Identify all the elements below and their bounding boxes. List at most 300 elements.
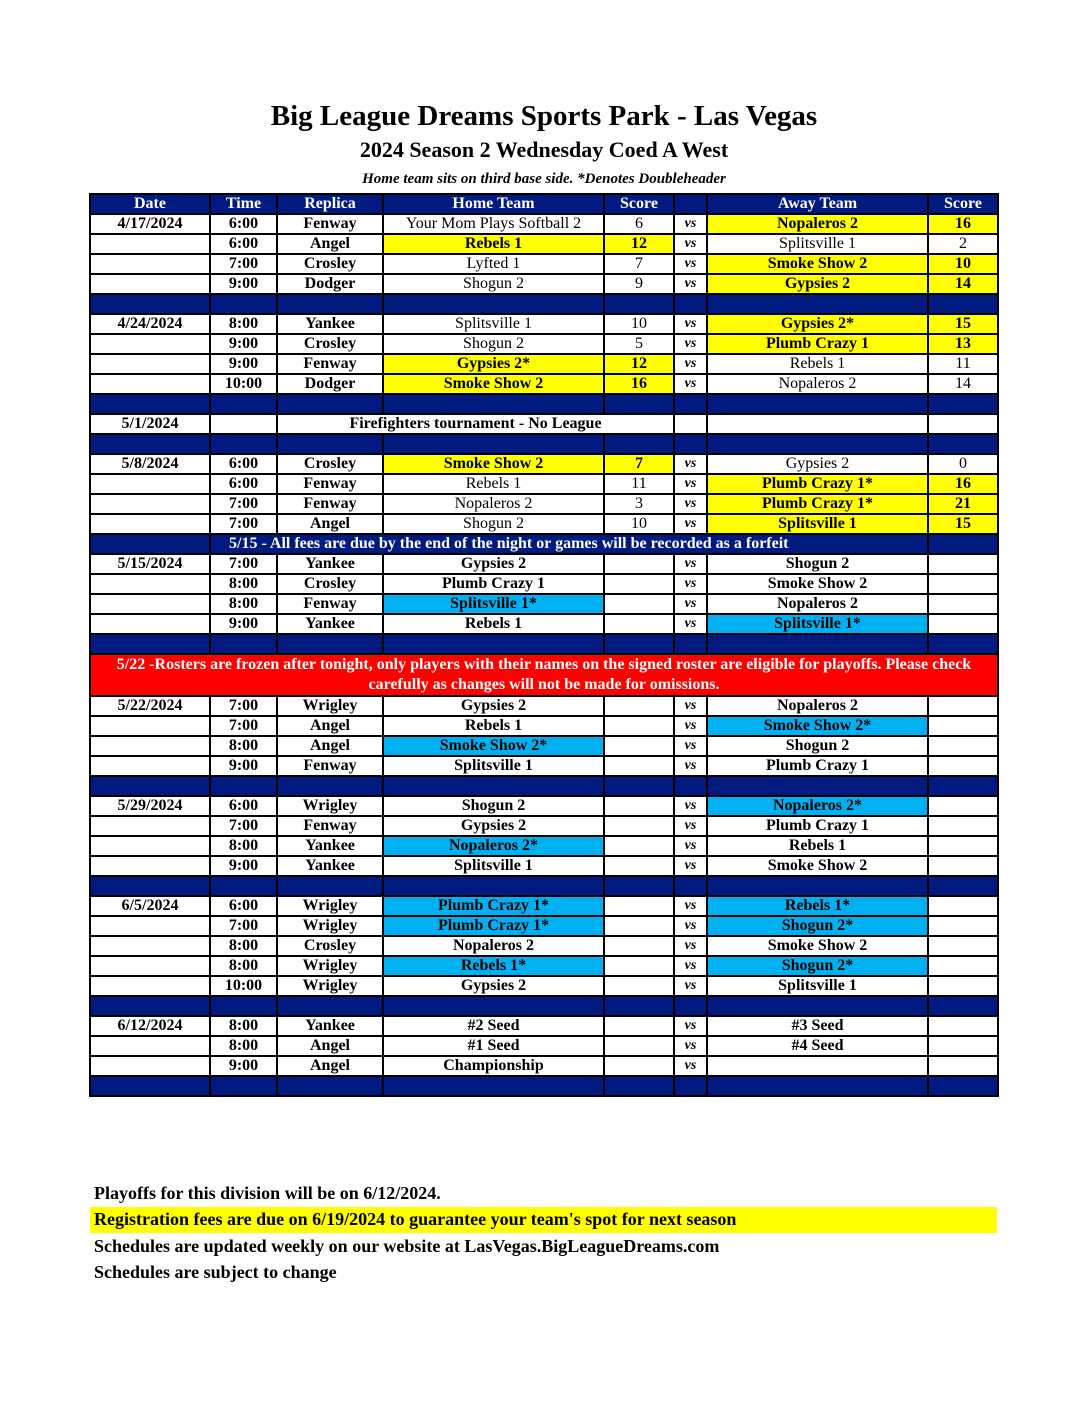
away-team-cell: Shogun 2* xyxy=(707,916,928,936)
vs-label: vs xyxy=(674,274,707,294)
time-cell: 8:00 xyxy=(210,314,277,334)
time-cell: 8:00 xyxy=(210,836,277,856)
time-cell: 9:00 xyxy=(210,354,277,374)
field-cell: Angel xyxy=(277,234,383,254)
field-cell: Angel xyxy=(277,1056,383,1076)
away-team-cell: Plumb Crazy 1* xyxy=(707,494,928,514)
home-score-cell xyxy=(604,574,674,594)
game-row xyxy=(90,354,998,374)
col-replica: Replica xyxy=(277,194,383,214)
date-cell xyxy=(90,716,210,736)
date-cell xyxy=(90,594,210,614)
game-row xyxy=(90,816,998,836)
date-cell xyxy=(90,856,210,876)
date-cell xyxy=(90,1036,210,1056)
home-score-cell xyxy=(604,736,674,756)
home-score-cell xyxy=(604,916,674,936)
time-cell: 7:00 xyxy=(210,494,277,514)
field-cell: Fenway xyxy=(277,494,383,514)
separator-cell xyxy=(90,996,210,1016)
separator-cell xyxy=(707,634,928,654)
vs-label: vs xyxy=(674,916,707,936)
away-team-cell: Plumb Crazy 1* xyxy=(707,474,928,494)
separator-cell xyxy=(383,1076,604,1096)
time-cell: 9:00 xyxy=(210,1056,277,1076)
home-team-cell: Gypsies 2 xyxy=(383,554,604,574)
vs-label: vs xyxy=(674,354,707,374)
away-team-cell: Rebels 1 xyxy=(707,836,928,856)
home-score-cell xyxy=(604,936,674,956)
time-cell: 8:00 xyxy=(210,956,277,976)
away-score-cell: 13 xyxy=(928,334,998,354)
date-cell: 6/5/2024 xyxy=(90,896,210,916)
vs-label: vs xyxy=(674,816,707,836)
away-team-cell: Shogun 2 xyxy=(707,736,928,756)
separator-cell xyxy=(928,776,998,796)
home-team-cell: Nopaleros 2* xyxy=(383,836,604,856)
field-cell: Dodger xyxy=(277,274,383,294)
date-cell: 5/29/2024 xyxy=(90,796,210,816)
game-row xyxy=(90,514,998,534)
game-row xyxy=(90,314,998,334)
date-cell: 5/1/2024 xyxy=(90,414,210,434)
away-score-cell: 15 xyxy=(928,514,998,534)
home-score-cell: 3 xyxy=(604,494,674,514)
home-team-cell: #1 Seed xyxy=(383,1036,604,1056)
field-cell: Angel xyxy=(277,1036,383,1056)
away-score-cell: 15 xyxy=(928,314,998,334)
separator-cell xyxy=(383,394,604,414)
date-cell xyxy=(90,956,210,976)
separator-cell xyxy=(674,776,707,796)
home-team-cell: Gypsies 2 xyxy=(383,816,604,836)
home-team-cell: Splitsville 1 xyxy=(383,314,604,334)
date-cell xyxy=(90,756,210,776)
away-team-cell: Nopaleros 2 xyxy=(707,696,928,716)
field-cell: Wrigley xyxy=(277,896,383,916)
separator-cell xyxy=(277,394,383,414)
away-score-cell xyxy=(928,1056,998,1076)
home-score-cell: 16 xyxy=(604,374,674,394)
separator-cell xyxy=(604,1076,674,1096)
date-cell xyxy=(90,334,210,354)
date-cell: 6/12/2024 xyxy=(90,1016,210,1036)
vs-label: vs xyxy=(674,696,707,716)
time-cell: 9:00 xyxy=(210,756,277,776)
field-cell: Crosley xyxy=(277,254,383,274)
date-cell xyxy=(90,474,210,494)
away-score-cell: 16 xyxy=(928,214,998,234)
home-score-cell: 12 xyxy=(604,234,674,254)
date-cell xyxy=(90,574,210,594)
col-home-score: Score xyxy=(604,194,674,214)
home-score-cell: 11 xyxy=(604,474,674,494)
away-score-cell xyxy=(928,574,998,594)
vs-label: vs xyxy=(674,756,707,776)
home-score-cell xyxy=(604,756,674,776)
home-team-cell: Smoke Show 2* xyxy=(383,736,604,756)
home-team-cell: #2 Seed xyxy=(383,1016,604,1036)
separator-cell xyxy=(707,394,928,414)
away-cell xyxy=(707,414,928,434)
vs-label: vs xyxy=(674,1016,707,1036)
field-cell: Wrigley xyxy=(277,696,383,716)
separator-cell xyxy=(210,1076,277,1096)
away-team-cell: Nopaleros 2 xyxy=(707,374,928,394)
vs-label: vs xyxy=(674,454,707,474)
separator-cell xyxy=(604,434,674,454)
no-league-text: Firefighters tournament - No League xyxy=(277,414,674,434)
home-team-cell: Rebels 1 xyxy=(383,716,604,736)
home-team-cell: Splitsville 1 xyxy=(383,756,604,776)
separator-cell xyxy=(928,394,998,414)
date-cell xyxy=(90,254,210,274)
home-team-cell: Splitsville 1* xyxy=(383,594,604,614)
home-score-cell: 7 xyxy=(604,454,674,474)
home-team-cell: Shogun 2 xyxy=(383,334,604,354)
away-team-cell: #3 Seed xyxy=(707,1016,928,1036)
date-cell xyxy=(90,374,210,394)
time-cell: 10:00 xyxy=(210,374,277,394)
home-score-cell xyxy=(604,1056,674,1076)
field-cell: Yankee xyxy=(277,856,383,876)
separator-cell xyxy=(383,996,604,1016)
away-score-cell: 14 xyxy=(928,374,998,394)
away-team-cell: Smoke Show 2 xyxy=(707,254,928,274)
separator-cell xyxy=(277,434,383,454)
separator-cell xyxy=(90,294,210,314)
vs-label: vs xyxy=(674,1036,707,1056)
home-score-cell xyxy=(604,836,674,856)
separator-cell xyxy=(674,434,707,454)
away-team-cell: Rebels 1* xyxy=(707,896,928,916)
away-team-cell: Rebels 1 xyxy=(707,354,928,374)
separator-cell xyxy=(277,1076,383,1096)
time-cell xyxy=(210,414,277,434)
game-row xyxy=(90,916,998,936)
away-team-cell: Gypsies 2 xyxy=(707,454,928,474)
separator-row xyxy=(90,776,998,796)
away-score-cell xyxy=(928,936,998,956)
separator-cell xyxy=(277,876,383,896)
home-score-cell xyxy=(604,976,674,996)
date-cell xyxy=(90,836,210,856)
field-cell: Angel xyxy=(277,736,383,756)
home-team-cell: Your Mom Plays Softball 2 xyxy=(383,214,604,234)
date-cell xyxy=(90,916,210,936)
vs-label: vs xyxy=(674,234,707,254)
home-score-cell: 12 xyxy=(604,354,674,374)
time-cell: 9:00 xyxy=(210,334,277,354)
field-cell: Fenway xyxy=(277,816,383,836)
home-team-cell: Nopaleros 2 xyxy=(383,494,604,514)
away-team-cell: Plumb Crazy 1 xyxy=(707,816,928,836)
away-score-cell: 14 xyxy=(928,274,998,294)
home-team-cell: Nopaleros 2 xyxy=(383,936,604,956)
separator-cell xyxy=(210,776,277,796)
separator-cell xyxy=(604,294,674,314)
home-team-cell: Rebels 1* xyxy=(383,956,604,976)
away-team-cell: Plumb Crazy 1 xyxy=(707,756,928,776)
time-cell: 10:00 xyxy=(210,976,277,996)
game-row xyxy=(90,696,998,716)
away-score-cell xyxy=(928,594,998,614)
away-score-cell xyxy=(928,614,998,634)
away-score-cell: 2 xyxy=(928,234,998,254)
home-score-cell xyxy=(604,594,674,614)
separator-cell xyxy=(928,876,998,896)
field-cell: Crosley xyxy=(277,936,383,956)
separator-cell xyxy=(90,876,210,896)
date-cell xyxy=(90,494,210,514)
col-time: Time xyxy=(210,194,277,214)
table-header xyxy=(90,194,998,214)
vs-label: vs xyxy=(674,856,707,876)
date-cell: 4/24/2024 xyxy=(90,314,210,334)
game-row xyxy=(90,836,998,856)
separator-cell xyxy=(277,634,383,654)
home-score-cell xyxy=(604,856,674,876)
field-cell: Fenway xyxy=(277,756,383,776)
away-score-cell: 11 xyxy=(928,354,998,374)
away-team-cell: Splitsville 1 xyxy=(707,514,928,534)
game-row xyxy=(90,1016,998,1036)
away-team-cell: Plumb Crazy 1 xyxy=(707,334,928,354)
date-cell: 5/8/2024 xyxy=(90,454,210,474)
vs-label: vs xyxy=(674,334,707,354)
separator-cell xyxy=(604,776,674,796)
game-row xyxy=(90,1036,998,1056)
game-row xyxy=(90,756,998,776)
away-team-cell: Shogun 2 xyxy=(707,554,928,574)
vs-label: vs xyxy=(674,254,707,274)
separator-cell xyxy=(707,294,928,314)
home-score-cell xyxy=(604,554,674,574)
vs-label: vs xyxy=(674,736,707,756)
date-cell: 5/15/2024 xyxy=(90,554,210,574)
away-team-cell: Shogun 2* xyxy=(707,956,928,976)
vs-label: vs xyxy=(674,374,707,394)
field-cell: Yankee xyxy=(277,314,383,334)
time-cell: 8:00 xyxy=(210,1036,277,1056)
separator-cell xyxy=(277,996,383,1016)
home-team-cell: Plumb Crazy 1* xyxy=(383,916,604,936)
game-row xyxy=(90,594,998,614)
separator-cell xyxy=(277,776,383,796)
field-cell: Fenway xyxy=(277,214,383,234)
vs-label: vs xyxy=(674,796,707,816)
roster-alert-row xyxy=(90,654,998,696)
home-score-cell: 5 xyxy=(604,334,674,354)
separator-cell xyxy=(928,434,998,454)
away-score-cell xyxy=(928,856,998,876)
home-score-cell xyxy=(604,796,674,816)
game-row xyxy=(90,374,998,394)
field-cell: Crosley xyxy=(277,454,383,474)
game-row xyxy=(90,274,998,294)
game-row xyxy=(90,936,998,956)
separator-cell xyxy=(210,394,277,414)
separator-row xyxy=(90,996,998,1016)
time-cell: 9:00 xyxy=(210,274,277,294)
time-cell: 8:00 xyxy=(210,736,277,756)
date-cell xyxy=(90,514,210,534)
no-league-row xyxy=(90,414,998,434)
separator-cell xyxy=(90,394,210,414)
separator-cell xyxy=(707,996,928,1016)
time-cell: 8:00 xyxy=(210,936,277,956)
away-team-cell: Smoke Show 2* xyxy=(707,716,928,736)
home-team-cell: Championship xyxy=(383,1056,604,1076)
home-score-cell: 10 xyxy=(604,514,674,534)
date-cell xyxy=(90,354,210,374)
time-cell: 8:00 xyxy=(210,1016,277,1036)
home-team-cell: Shogun 2 xyxy=(383,796,604,816)
away-team-cell: Nopaleros 2* xyxy=(707,796,928,816)
separator-cell xyxy=(383,294,604,314)
vs-label: vs xyxy=(674,936,707,956)
vs-label: vs xyxy=(674,514,707,534)
home-team-cell: Plumb Crazy 1 xyxy=(383,574,604,594)
field-cell: Fenway xyxy=(277,594,383,614)
vs-label: vs xyxy=(674,716,707,736)
separator-cell xyxy=(707,776,928,796)
away-score-cell xyxy=(928,554,998,574)
separator-cell xyxy=(928,634,998,654)
field-cell: Yankee xyxy=(277,836,383,856)
separator-cell xyxy=(604,996,674,1016)
away-score-cell xyxy=(928,1036,998,1056)
schedule-note: Home team sits on third base side. *Denotes Doubleheader xyxy=(362,171,726,187)
col-date: Date xyxy=(90,194,210,214)
field-cell: Angel xyxy=(277,514,383,534)
away-team-cell: Smoke Show 2 xyxy=(707,856,928,876)
time-cell: 6:00 xyxy=(210,474,277,494)
footer-playoffs: Playoffs for this division will be on 6/12/2024. xyxy=(94,1183,441,1203)
field-cell: Angel xyxy=(277,716,383,736)
score-cell xyxy=(928,414,998,434)
field-cell: Fenway xyxy=(277,354,383,374)
vs-label: vs xyxy=(674,614,707,634)
separator-cell xyxy=(210,876,277,896)
away-score-cell xyxy=(928,816,998,836)
footer-subject-to-change: Schedules are subject to change xyxy=(94,1262,337,1282)
away-score-cell: 10 xyxy=(928,254,998,274)
field-cell: Wrigley xyxy=(277,796,383,816)
col-home-team: Home Team xyxy=(383,194,604,214)
away-score-cell xyxy=(928,836,998,856)
home-team-cell: Rebels 1 xyxy=(383,614,604,634)
vs-cell xyxy=(674,414,707,434)
away-score-cell: 16 xyxy=(928,474,998,494)
home-team-cell: Splitsville 1 xyxy=(383,856,604,876)
time-cell: 7:00 xyxy=(210,816,277,836)
date-cell xyxy=(90,936,210,956)
game-row xyxy=(90,474,998,494)
separator-cell xyxy=(674,394,707,414)
away-score-cell: 0 xyxy=(928,454,998,474)
time-cell: 7:00 xyxy=(210,696,277,716)
separator-cell xyxy=(674,876,707,896)
separator-cell xyxy=(707,876,928,896)
game-row xyxy=(90,976,998,996)
separator-cell xyxy=(383,634,604,654)
vs-label: vs xyxy=(674,214,707,234)
separator-cell xyxy=(674,1076,707,1096)
date-cell xyxy=(90,234,210,254)
away-score-cell xyxy=(928,1016,998,1036)
field-cell: Crosley xyxy=(277,574,383,594)
separator-cell xyxy=(90,634,210,654)
schedule-table xyxy=(89,193,999,1097)
col-away-team: Away Team xyxy=(707,194,928,214)
away-team-cell: Smoke Show 2 xyxy=(707,574,928,594)
vs-label: vs xyxy=(674,554,707,574)
away-team-cell: Gypsies 2 xyxy=(707,274,928,294)
footer-registration: Registration fees are due on 6/19/2024 to guarantee your team's spot for next season xyxy=(94,1209,737,1229)
away-team-cell xyxy=(707,1056,928,1076)
separator-cell xyxy=(928,996,998,1016)
date-cell: 4/17/2024 xyxy=(90,214,210,234)
separator-cell xyxy=(210,634,277,654)
away-team-cell: Smoke Show 2 xyxy=(707,936,928,956)
game-row xyxy=(90,1056,998,1076)
separator-cell xyxy=(210,996,277,1016)
vs-label: vs xyxy=(674,474,707,494)
time-cell: 8:00 xyxy=(210,574,277,594)
home-score-cell: 7 xyxy=(604,254,674,274)
home-team-cell: Gypsies 2 xyxy=(383,976,604,996)
roster-alert: 5/22 -Rosters are frozen after tonight, only players with their names on the signed roster are eligible for playoffs. Please check carefully as changes will not be made for omissions. xyxy=(90,654,998,696)
away-score-cell xyxy=(928,896,998,916)
date-cell xyxy=(90,534,210,554)
away-team-cell: Nopaleros 2 xyxy=(707,214,928,234)
separator-cell xyxy=(383,876,604,896)
time-cell: 6:00 xyxy=(210,454,277,474)
game-row xyxy=(90,856,998,876)
away-score-cell xyxy=(928,796,998,816)
game-row xyxy=(90,234,998,254)
field-cell: Wrigley xyxy=(277,976,383,996)
home-team-cell: Plumb Crazy 1* xyxy=(383,896,604,916)
away-score-cell xyxy=(928,716,998,736)
vs-label: vs xyxy=(674,574,707,594)
home-team-cell: Lyfted 1 xyxy=(383,254,604,274)
game-row xyxy=(90,334,998,354)
home-score-cell xyxy=(604,614,674,634)
separator-cell xyxy=(707,1076,928,1096)
home-team-cell: Rebels 1 xyxy=(383,474,604,494)
time-cell: 6:00 xyxy=(210,214,277,234)
away-team-cell: Gypsies 2* xyxy=(707,314,928,334)
away-score-cell xyxy=(928,916,998,936)
home-team-cell: Smoke Show 2 xyxy=(383,454,604,474)
game-row xyxy=(90,214,998,234)
home-score-cell xyxy=(604,1036,674,1056)
time-cell: 7:00 xyxy=(210,554,277,574)
home-score-cell xyxy=(604,716,674,736)
separator-cell xyxy=(674,996,707,1016)
separator-cell xyxy=(383,776,604,796)
time-cell: 6:00 xyxy=(210,234,277,254)
fees-notice: 5/15 - All fees are due by the end of the night or games will be recorded as a forfeit xyxy=(210,534,928,554)
vs-label: vs xyxy=(674,494,707,514)
game-row xyxy=(90,614,998,634)
game-row xyxy=(90,454,998,474)
away-score-cell xyxy=(928,756,998,776)
away-team-cell: Splitsville 1 xyxy=(707,976,928,996)
field-cell: Fenway xyxy=(277,474,383,494)
